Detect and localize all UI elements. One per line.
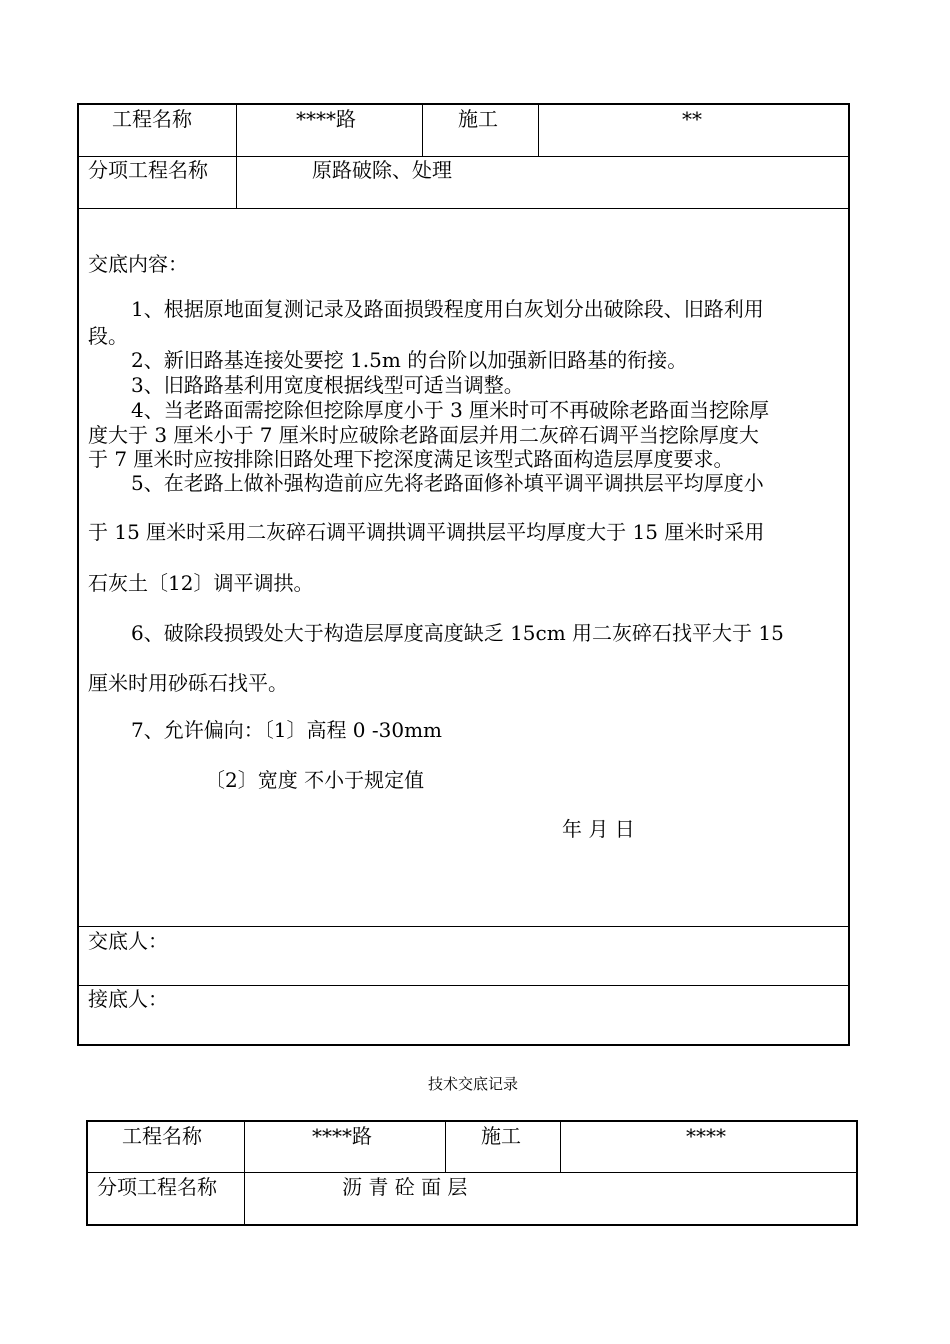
sub-project-label: 分项工程名称 [88,158,208,182]
date-line: 年 月 日 [562,817,635,841]
item-4-line-3: 于 7 厘米时应按排除旧路处理下挖深度满足该型式路面构造层厚度要求。 [88,447,734,471]
table2-row-divider-1 [87,1172,857,1173]
item-5-line-3: 石灰土〔12〕调平调拱。 [88,571,314,595]
table2-project-name-label: 工程名称 [122,1124,202,1148]
item-1-line-1: 1、根据原地面复测记录及路面损毁程度用白灰划分出破除段、旧路利用 [131,297,764,321]
table2-col-divider-1 [244,1121,245,1225]
table2-sub-project-value: 沥 青 砼 面 层 [342,1175,468,1199]
project-name-value: ****路 [296,107,356,131]
item-6-line-2: 厘米时用砂砾石找平。 [88,671,288,695]
item-6-line-1: 6、破除段损毁处大于构造层厚度高度缺乏 15cm 用二灰碎石找平大于 15 [131,621,784,645]
item-7-line-1: 7、允许偏向：〔1〕高程 0 -30mm [131,718,443,742]
table2-construction-label: 施工 [481,1124,521,1148]
item-4-line-2: 度大于 3 厘米小于 7 厘米时应破除老路面层并用二灰碎石调平当挖除厚度大 [88,423,759,447]
construction-label: 施工 [458,107,498,131]
table2-project-name-value: ****路 [312,1124,372,1148]
table2-col-divider-3 [560,1121,561,1172]
item-7-line-2: 〔2〕宽度 不小于规定值 [205,768,425,792]
table2-sub-project-label: 分项工程名称 [97,1175,217,1199]
item-5-line-2: 于 15 厘米时采用二灰碎石调平调拱调平调拱层平均厚度大于 15 厘米时采用 [88,520,765,544]
table1-col-divider-2 [422,104,423,156]
content-heading: 交底内容： [88,252,188,276]
table2-construction-value: **** [686,1124,726,1148]
project-name-label: 工程名称 [112,107,192,131]
table1-row-divider-4 [78,985,849,986]
item-1-line-2: 段。 [88,324,128,348]
receiver-label: 接底人： [88,987,168,1011]
item-3: 3、旧路路基利用宽度根据线型可适当调整。 [131,373,524,397]
table1-col-divider-3 [538,104,539,156]
construction-value: ** [682,107,702,131]
item-4-line-1: 4、当老路面需挖除但挖除厚度小于 3 厘米时可不再破除老路面当挖除厚 [131,398,770,422]
document-caption: 技术交底记录 [428,1075,519,1093]
table2-col-divider-2 [445,1121,446,1172]
table1-row-divider-3 [78,926,849,927]
table1-col-divider-1 [236,104,237,208]
table1-row-divider-2 [78,208,849,209]
sub-project-value: 原路破除、处理 [312,158,452,182]
table1-row-divider-1 [78,156,849,157]
item-2: 2、新旧路基连接处要挖 1.5m 的台阶以加强新旧路基的衔接。 [131,348,688,372]
presenter-label: 交底人： [88,929,168,953]
item-5-line-1: 5、在老路上做补强构造前应先将老路面修补填平调平调拱层平均厚度小 [131,471,764,495]
